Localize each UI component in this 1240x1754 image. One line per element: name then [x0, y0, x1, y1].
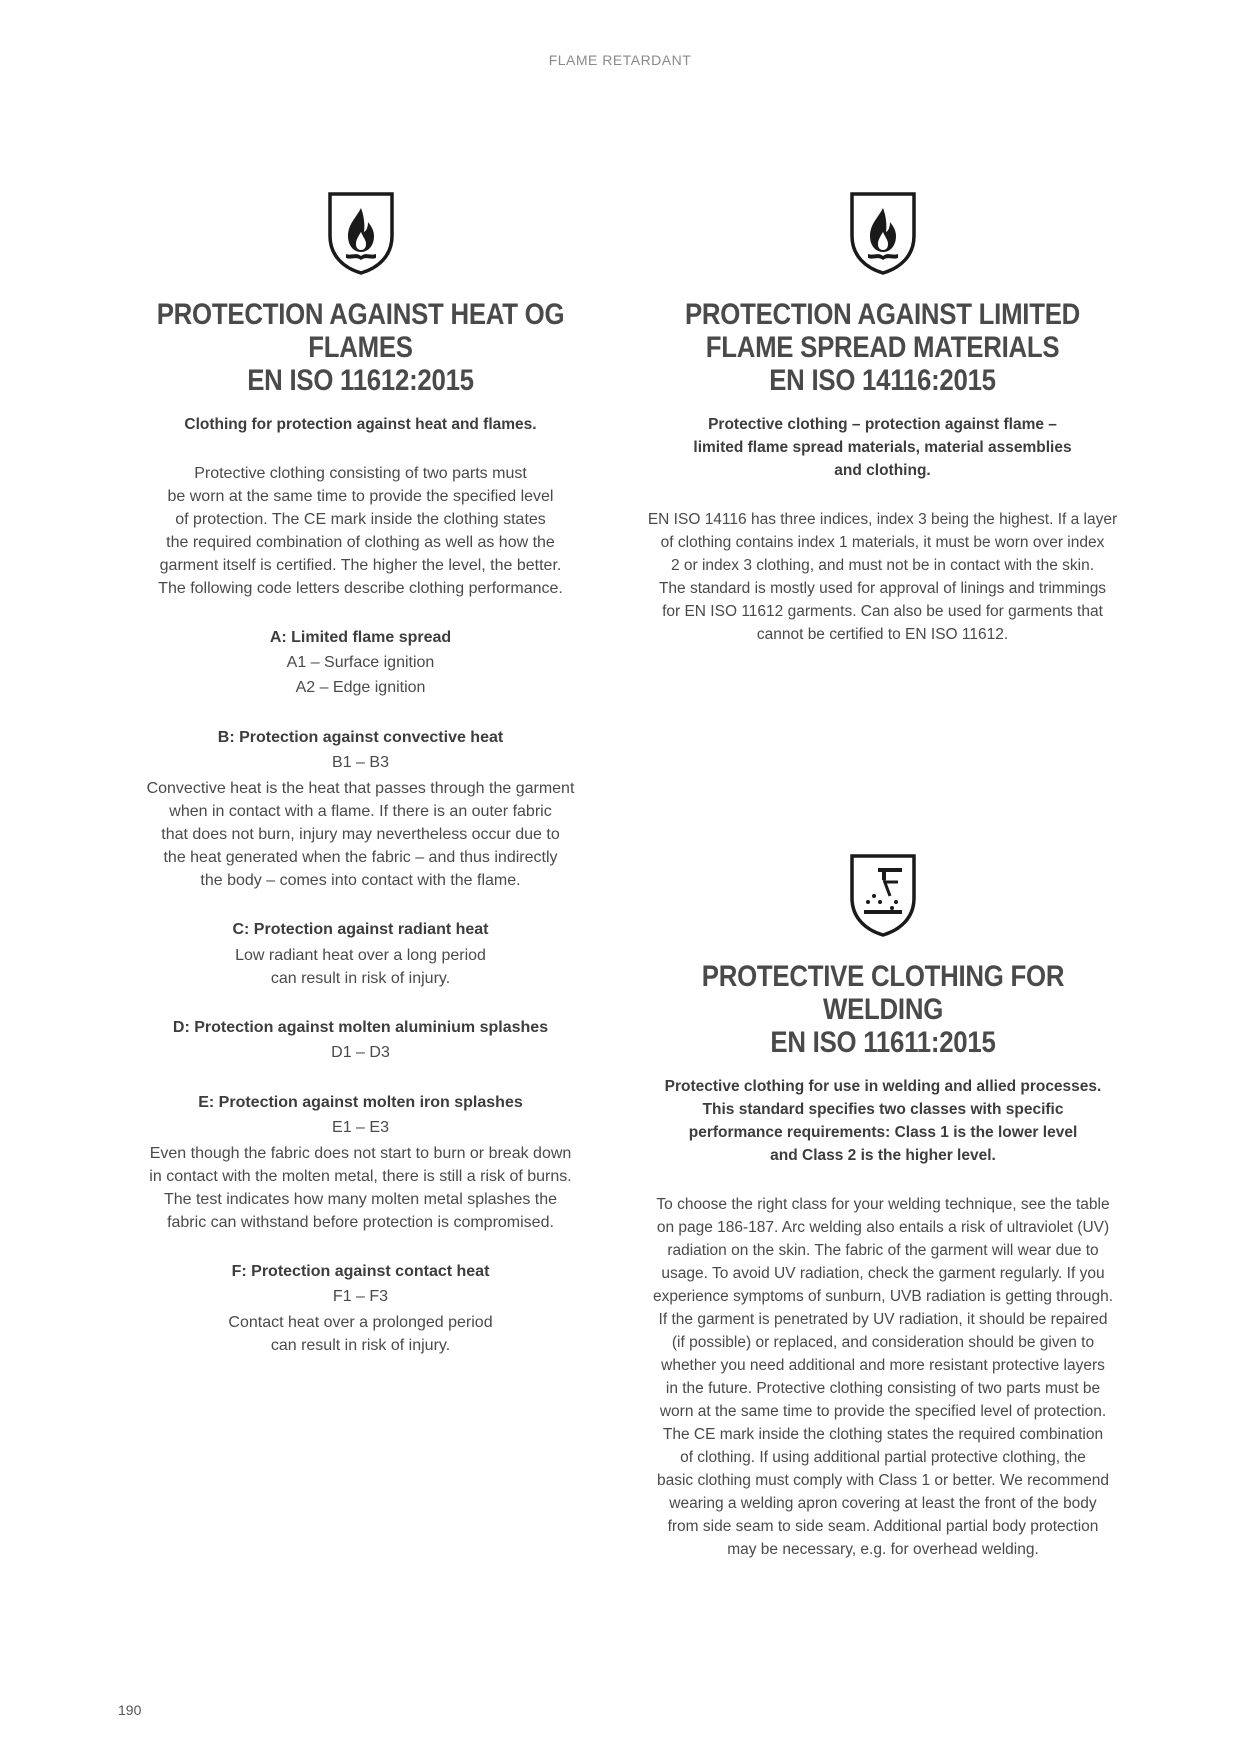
- code-desc: [118, 777, 603, 892]
- body-line: experience symptoms of sunburn, UVB radiation is getting through.: [652, 1288, 1114, 1305]
- lead-line: Protective clothing for use in welding and allied processes.: [664, 1078, 1102, 1095]
- code-line: A2 – Edge ignition: [295, 679, 426, 696]
- code-title: B: Protection against convective heat: [217, 729, 504, 746]
- title-line: EN ISO 11612:2015: [247, 364, 474, 397]
- code-title: C: Protection against radiant heat: [232, 921, 489, 938]
- flame-shield-icon: [848, 190, 918, 276]
- desc-line: The test indicates how many molten metal splashes the: [163, 1191, 558, 1208]
- code-title: D: Protection against molten aluminium splashes: [172, 1019, 549, 1036]
- body-line: wearing a welding apron covering at least the front of the body: [669, 1495, 1097, 1512]
- code-c: [118, 918, 603, 990]
- code-title: A: Limited flame spread: [269, 629, 452, 646]
- page-number: 190: [118, 1702, 142, 1718]
- body-line: the required combination of clothing as well as how the: [166, 534, 555, 551]
- code-e: [118, 1091, 603, 1234]
- code-d: [118, 1016, 603, 1065]
- code-line: E1 – E3: [332, 1119, 389, 1136]
- body-line: of clothing contains index 1 materials, it must be worn over index: [660, 534, 1105, 551]
- desc-line: Convective heat is the heat that passes through the garment: [146, 780, 575, 797]
- title-line: EN ISO 11611:2015: [770, 1026, 996, 1059]
- body-line: may be necessary, e.g. for overhead welding.: [727, 1541, 1039, 1558]
- body-line: on page 186-187. Arc welding also entails a risk of ultraviolet (UV): [656, 1219, 1110, 1236]
- code-f: [118, 1260, 603, 1357]
- title-line: PROTECTIVE CLOTHING FOR WELDING: [701, 960, 1065, 1026]
- body-line: for EN ISO 11612 garments. Can also be used for garments that: [662, 603, 1103, 620]
- desc-line: Low radiant heat over a long period: [235, 947, 486, 964]
- body-line: usage. To avoid UV radiation, check the garment regularly. If you: [661, 1265, 1105, 1282]
- title-line: EN ISO 14116:2015: [769, 364, 996, 397]
- heat-title: [152, 298, 569, 397]
- lead-line: and clothing.: [834, 462, 931, 479]
- body-line: If the garment is penetrated by UV radiation, it should be repaired: [658, 1311, 1108, 1328]
- body-line: Protective clothing consisting of two parts must: [194, 465, 527, 482]
- desc-line: when in contact with a flame. If there is an outer fabric: [169, 803, 552, 820]
- body-line: The following code letters describe clothing performance.: [158, 580, 563, 597]
- code-line: D1 – D3: [331, 1044, 390, 1061]
- desc-line: Even though the fabric does not start to burn or break down: [149, 1145, 572, 1162]
- heat-flames-section: [118, 190, 603, 1357]
- body-line: 2 or index 3 clothing, and must not be in contact with the skin.: [670, 557, 1095, 574]
- body-line: whether you need additional and more resistant protective layers: [661, 1357, 1105, 1374]
- body-line: EN ISO 14116 has three indices, index 3 being the highest. If a layer: [647, 511, 1118, 528]
- body-line: in the future. Protective clothing consisting of two parts must be: [665, 1380, 1101, 1397]
- code-desc: [118, 1311, 603, 1357]
- code-line: A1 – Surface ignition: [286, 654, 435, 671]
- limited-title: [674, 298, 1091, 397]
- flame-shield-icon: [326, 190, 396, 276]
- title-line: PROTECTION AGAINST HEAT OG FLAMES: [156, 298, 565, 364]
- body-line: of clothing. If using additional partial protective clothing, the: [680, 1449, 1086, 1466]
- code-title: F: Protection against contact heat: [231, 1263, 490, 1280]
- welding-title: [664, 960, 1103, 1059]
- body-line: The standard is mostly used for approval of linings and trimmings: [658, 580, 1107, 597]
- limited-body: [640, 508, 1125, 646]
- body-line: worn at the same time to provide the specified level of protection.: [659, 1403, 1107, 1420]
- body-line: radiation on the skin. The fabric of the garment will wear due to: [667, 1242, 1099, 1259]
- welding-shield-icon: [848, 852, 918, 938]
- desc-line: Contact heat over a prolonged period: [228, 1314, 493, 1331]
- lead-line: This standard specifies two classes with specific: [702, 1101, 1064, 1118]
- desc-line: fabric can withstand before protection is compromised.: [167, 1214, 554, 1231]
- body-line: (if possible) or replaced, and consideration should be given to: [671, 1334, 1095, 1351]
- welding-lead: [628, 1075, 1138, 1167]
- body-line: basic clothing must comply with Class 1 or better. We recommend: [657, 1472, 1109, 1489]
- code-b: [118, 726, 603, 892]
- title-line: PROTECTION AGAINST LIMITED: [684, 298, 1081, 331]
- body-line: from side seam to side seam. Additional partial body protection: [667, 1518, 1099, 1535]
- desc-line: can result in risk of injury.: [270, 1337, 451, 1354]
- welding-body: [628, 1193, 1138, 1561]
- lead-line: and Class 2 is the higher level.: [770, 1147, 996, 1164]
- body-line: garment itself is certified. The higher the level, the better.: [159, 557, 562, 574]
- code-desc: [118, 944, 603, 990]
- heat-body: [118, 462, 603, 600]
- code-title: E: Protection against molten iron splashes: [198, 1094, 523, 1111]
- body-line: be worn at the same time to provide the specified level: [167, 488, 554, 505]
- lead-line: limited flame spread materials, material assemblies: [693, 439, 1072, 456]
- body-line: The CE mark inside the clothing states the required combination: [662, 1426, 1104, 1443]
- desc-line: in contact with the molten metal, there is still a risk of burns.: [149, 1168, 572, 1185]
- code-line: F1 – F3: [332, 1288, 389, 1305]
- desc-line: the heat generated when the fabric – and thus indirectly: [163, 849, 558, 866]
- running-head: FLAME RETARDANT: [548, 52, 692, 68]
- lead-line: performance requirements: Class 1 is the lower level: [688, 1124, 1078, 1141]
- desc-line: can result in risk of injury.: [270, 970, 451, 987]
- code-desc: [118, 1142, 603, 1234]
- code-line: B1 – B3: [332, 754, 389, 771]
- title-line: FLAME SPREAD MATERIALS: [705, 331, 1060, 364]
- limited-flame-section: [640, 190, 1125, 646]
- desc-line: that does not burn, injury may nevertheless occur due to: [161, 826, 560, 843]
- code-a: [118, 626, 603, 700]
- body-line: To choose the right class for your welding technique, see the table: [656, 1196, 1110, 1213]
- heat-lead: Clothing for protection against heat and flames.: [184, 416, 537, 433]
- desc-line: the body – comes into contact with the flame.: [200, 872, 521, 889]
- body-line: of protection. The CE mark inside the clothing states: [175, 511, 546, 528]
- body-line: cannot be certified to EN ISO 11612.: [756, 626, 1009, 643]
- limited-lead: [640, 413, 1125, 482]
- welding-section: [628, 852, 1138, 1561]
- lead-line: Protective clothing – protection against flame –: [708, 416, 1057, 433]
